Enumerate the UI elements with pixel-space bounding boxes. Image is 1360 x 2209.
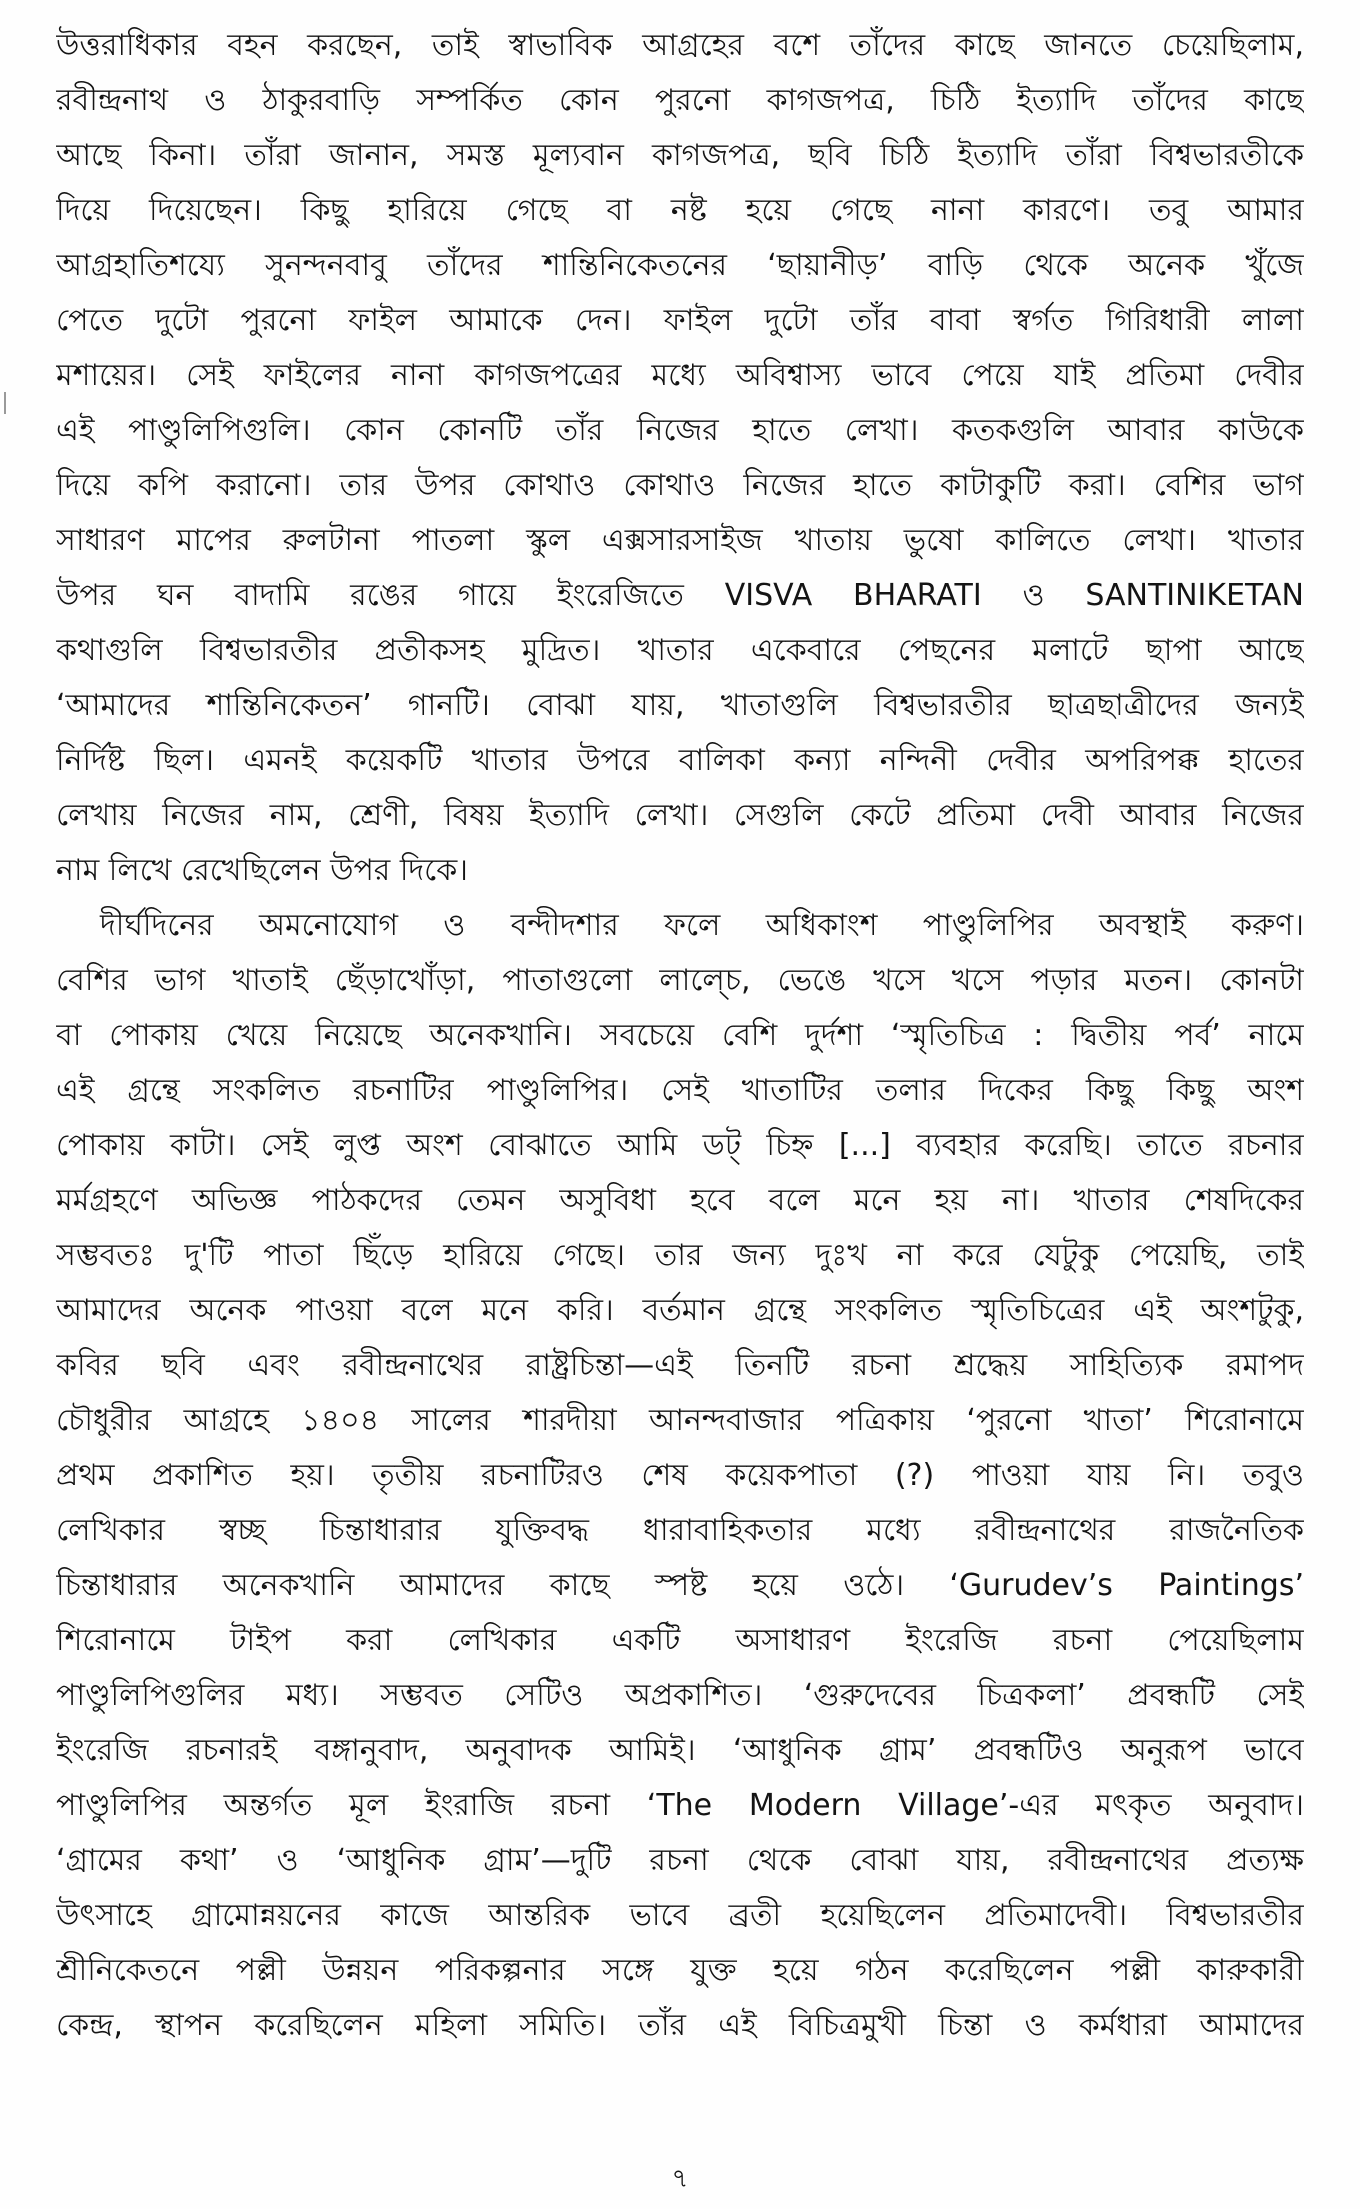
text-line: সম্ভবতঃ দু'টি পাতা ছিঁড়ে হারিয়ে গেছে। তার জন্য দুঃখ না করে যেটুকু পেয়েছি, তাই bbox=[56, 1238, 1304, 1273]
text-line: পেতে দুটো পুরনো ফাইল আমাকে দেন। ফাইল দুটো তাঁর বাবা স্বর্গত গিরিধারী লালা bbox=[56, 303, 1304, 338]
text-line: আমাদের অনেক পাওয়া বলে মনে করি। বর্তমান গ্রন্থে সংকলিত স্মৃতিচিত্রের এই অংশটুকু, bbox=[56, 1293, 1304, 1328]
page-number: ৭ bbox=[671, 2164, 689, 2194]
text-line: রবীন্দ্রনাথ ও ঠাকুরবাড়ি সম্পর্কিত কোন পুরনো কাগজপত্র, চিঠি ইত্যাদি তাঁদের কাছে bbox=[56, 83, 1304, 118]
text-line: উৎসাহে গ্রামোন্নয়নের কাজে আন্তরিক ভাবে ব্রতী হয়েছিলেন প্রতিমাদেবী। বিশ্বভারতীর bbox=[56, 1898, 1304, 1933]
text-line: মর্মগ্রহণে অভিজ্ঞ পাঠকদের তেমন অসুবিধা হবে বলে মনে হয় না। খাতার শেষদিকের bbox=[56, 1183, 1304, 1218]
text-line: শ্রীনিকেতনে পল্লী উন্নয়ন পরিকল্পনার সঙ্গে যুক্ত হয়ে গঠন করেছিলেন পল্লী কারুকারী bbox=[56, 1953, 1304, 1988]
body-text bbox=[56, 18, 1304, 2053]
text-line: এই গ্রন্থে সংকলিত রচনাটির পাণ্ডুলিপির। সেই খাতাটির তলার দিকের কিছু কিছু অংশ bbox=[56, 1073, 1304, 1108]
text-line: লেখিকার স্বচ্ছ চিন্তাধারার যুক্তিবদ্ধ ধারাবাহিকতার মধ্যে রবীন্দ্রনাথের রাজনৈতিক bbox=[56, 1513, 1304, 1548]
text-line: সাধারণ মাপের রুলটানা পাতলা স্কুল এক্সসারসাইজ খাতায় ভুষো কালিতে লেখা। খাতার bbox=[56, 523, 1304, 558]
text-line: নির্দিষ্ট ছিল। এমনই কয়েকটি খাতার উপরে বালিকা কন্যা নন্দিনী দেবীর অপরিপক্ক হাতের bbox=[56, 743, 1304, 778]
text-line: চৌধুরীর আগ্রহে ১৪০৪ সালের শারদীয়া আনন্দবাজার পত্রিকায় ‘পুরনো খাতা’ শিরোনামে bbox=[56, 1403, 1304, 1438]
text-line: বা পোকায় খেয়ে নিয়েছে অনেকখানি। সবচেয়ে বেশি দুর্দশা ‘স্মৃতিচিত্র : দ্বিতীয় পর্ব’ নামে bbox=[56, 1018, 1304, 1053]
text-line: উপর ঘন বাদামি রঙের গায়ে ইংরেজিতে VISVA BHARATI ও SANTINIKETAN bbox=[56, 578, 1304, 613]
text-line: ‘আমাদের শান্তিনিকেতন’ গানটি। বোঝা যায়, খাতাগুলি বিশ্বভারতীর ছাত্রছাত্রীদের জন্যই bbox=[56, 688, 1304, 723]
text-line: চিন্তাধারার অনেকখানি আমাদের কাছে স্পষ্ট হয়ে ওঠে। ‘Gurudev’s Paintings’ bbox=[56, 1568, 1304, 1603]
text-line: উত্তরাধিকার বহন করছেন, তাই স্বাভাবিক আগ্রহের বশে তাঁদের কাছে জানতে চেয়েছিলাম, bbox=[56, 28, 1304, 63]
paragraph bbox=[56, 18, 1304, 898]
text-line: লেখায় নিজের নাম, শ্রেণী, বিষয় ইত্যাদি লেখা। সেগুলি কেটে প্রতিমা দেবী আবার নিজের bbox=[56, 798, 1304, 833]
text-line: দিয়ে কপি করানো। তার উপর কোথাও কোথাও নিজের হাতে কাটাকুটি করা। বেশির ভাগ bbox=[56, 468, 1304, 503]
margin-mark bbox=[4, 392, 6, 414]
text-line: শিরোনামে টাইপ করা লেখিকার একটি অসাধারণ ইংরেজি রচনা পেয়েছিলাম bbox=[56, 1623, 1304, 1658]
paragraph bbox=[56, 898, 1304, 2053]
text-line: দীর্ঘদিনের অমনোযোগ ও বন্দীদশার ফলে অধিকাংশ পাণ্ডুলিপির অবস্থাই করুণ। bbox=[100, 908, 1304, 943]
text-line: ইংরেজি রচনারই বঙ্গানুবাদ, অনুবাদক আমিই। ‘আধুনিক গ্রাম’ প্রবন্ধটিও অনুরূপ ভাবে bbox=[56, 1733, 1304, 1768]
text-line: নাম লিখে রেখেছিলেন উপর দিকে। bbox=[56, 853, 468, 888]
text-line: প্রথম প্রকাশিত হয়। তৃতীয় রচনাটিরও শেষ কয়েকপাতা (?) পাওয়া যায় নি। তবুও bbox=[56, 1458, 1304, 1493]
text-line: দিয়ে দিয়েছেন। কিছু হারিয়ে গেছে বা নষ্ট হয়ে গেছে নানা কারণে। তবু আমার bbox=[56, 193, 1304, 228]
text-line: পাণ্ডুলিপির অন্তর্গত মূল ইংরাজি রচনা ‘The Modern Village’-এর মৎকৃত অনুবাদ। bbox=[56, 1788, 1304, 1823]
text-line: পাণ্ডুলিপিগুলির মধ্য। সম্ভবত সেটিও অপ্রকাশিত। ‘গুরুদেবের চিত্রকলা’ প্রবন্ধটি সেই bbox=[56, 1678, 1304, 1713]
text-line: ‘গ্রামের কথা’ ও ‘আধুনিক গ্রাম’—দুটি রচনা থেকে বোঝা যায়, রবীন্দ্রনাথের প্রত্যক্ষ bbox=[56, 1843, 1304, 1878]
text-line: কথাগুলি বিশ্বভারতীর প্রতীকসহ মুদ্রিত। খাতার একেবারে পেছনের মলাটে ছাপা আছে bbox=[56, 633, 1304, 668]
text-line: এই পাণ্ডুলিপিগুলি। কোন কোনটি তাঁর নিজের হাতে লেখা। কতকগুলি আবার কাউকে bbox=[56, 413, 1304, 448]
text-line: পোকায় কাটা। সেই লুপ্ত অংশ বোঝাতে আমি ডট্ চিহ্ন [...] ব্যবহার করেছি। তাতে রচনার bbox=[56, 1128, 1304, 1163]
text-line: বেশির ভাগ খাতাই ছেঁড়াখোঁড়া, পাতাগুলো লাল্চে, ভেঙে খসে খসে পড়ার মতন। কোনটা bbox=[56, 963, 1304, 998]
text-line: কেন্দ্র, স্থাপন করেছিলেন মহিলা সমিতি। তাঁর এই বিচিত্রমুখী চিন্তা ও কর্মধারা আমাদের bbox=[56, 2008, 1304, 2043]
text-line: কবির ছবি এবং রবীন্দ্রনাথের রাষ্ট্রচিন্তা—এই তিনটি রচনা শ্রদ্ধেয় সাহিত্যিক রমাপদ bbox=[56, 1348, 1304, 1383]
text-line: মশায়ের। সেই ফাইলের নানা কাগজপত্রের মধ্যে অবিশ্বাস্য ভাবে পেয়ে যাই প্রতিমা দেবীর bbox=[56, 358, 1304, 393]
text-line: আছে কিনা। তাঁরা জানান, সমস্ত মূল্যবান কাগজপত্র, ছবি চিঠি ইত্যাদি তাঁরা বিশ্বভারতীকে bbox=[56, 138, 1304, 173]
text-line: আগ্রহাতিশয্যে সুনন্দনবাবু তাঁদের শান্তিনিকেতনের ‘ছায়ানীড়’ বাড়ি থেকে অনেক খুঁজে bbox=[56, 248, 1304, 283]
